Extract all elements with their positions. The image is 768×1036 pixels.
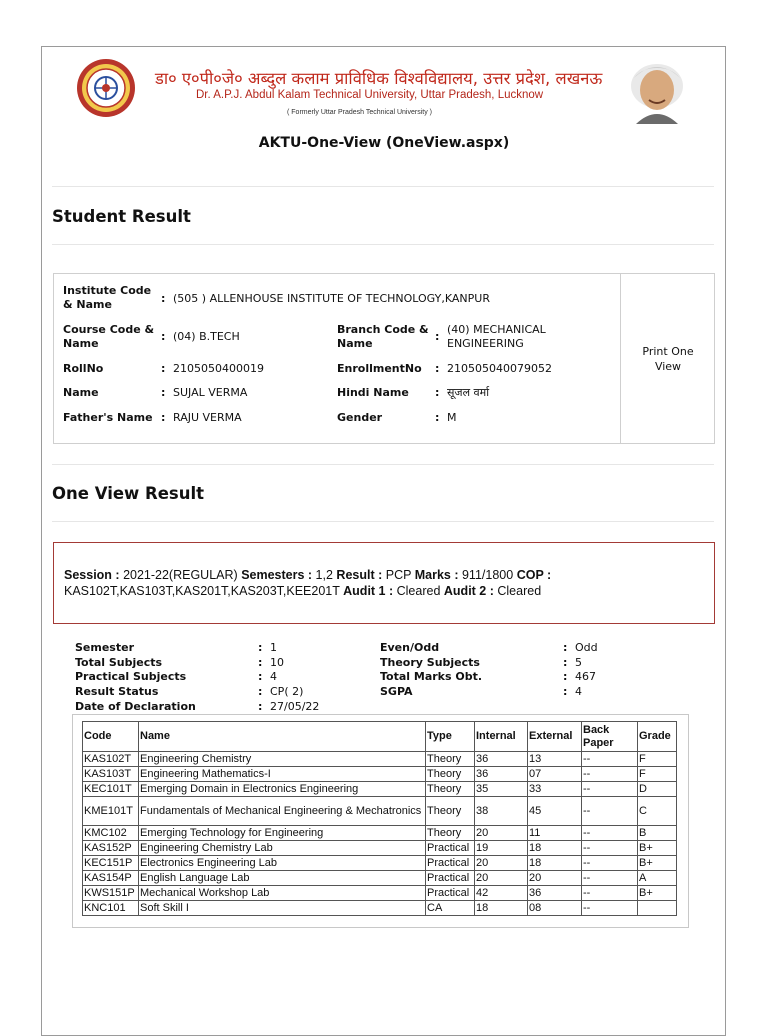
cell-back: -- <box>582 767 638 782</box>
portrait-image <box>622 56 692 124</box>
total-marks-label: Total Marks Obt. <box>380 670 483 683</box>
result-status-value: CP( 2) <box>270 685 304 698</box>
date-of-declaration-value: 27/05/22 <box>270 700 320 713</box>
colon: : <box>563 685 568 698</box>
cell-external: 08 <box>528 901 582 916</box>
cell-internal: 36 <box>475 767 528 782</box>
branch-label: Branch Code & Name <box>337 323 429 350</box>
cell-type: Theory <box>426 752 475 767</box>
cell-type: Theory <box>426 767 475 782</box>
cell-external: 45 <box>528 797 582 826</box>
branch-value: (40) MECHANICAL ENGINEERING <box>447 323 546 350</box>
theory-subjects-value: 5 <box>575 656 582 669</box>
institute-value: (505 ) ALLENHOUSE INSTITUTE OF TECHNOLOGY,KANPUR <box>173 292 490 305</box>
course-value: (04) B.TECH <box>173 330 240 343</box>
colon: : <box>258 656 263 669</box>
divider <box>52 521 714 522</box>
audit1-label: Audit 1 : <box>343 584 394 598</box>
table-row <box>83 856 677 871</box>
practical-subjects-value: 4 <box>270 670 277 683</box>
cell-external: 18 <box>528 841 582 856</box>
table-row <box>83 871 677 886</box>
colon: : <box>435 411 440 424</box>
session-value: 2021-22(REGULAR) <box>123 568 238 582</box>
table-header-row <box>83 722 677 752</box>
cell-grade: F <box>638 752 677 767</box>
cell-back: -- <box>582 886 638 901</box>
header-grade: Grade <box>638 722 677 752</box>
cell-code: KME101T <box>83 797 139 826</box>
divider <box>52 186 714 187</box>
gender-label: Gender <box>337 411 383 424</box>
cell-code: KAS154P <box>83 871 139 886</box>
cell-internal: 20 <box>475 826 528 841</box>
father-label: Father's Name <box>63 411 153 424</box>
cell-name: English Language Lab <box>139 871 426 886</box>
cell-grade: A <box>638 871 677 886</box>
colon: : <box>563 670 568 683</box>
father-value: RAJU VERMA <box>173 411 242 424</box>
table-row <box>83 826 677 841</box>
cell-internal: 38 <box>475 797 528 826</box>
cell-name: Emerging Domain in Electronics Engineering <box>139 782 426 797</box>
cell-grade: B <box>638 826 677 841</box>
cell-internal: 35 <box>475 782 528 797</box>
cell-code: KNC101 <box>83 901 139 916</box>
cell-name: Engineering Mathematics-I <box>139 767 426 782</box>
header-type: Type <box>426 722 475 752</box>
formerly-note: ( Formerly Uttar Pradesh Technical University ) <box>287 109 432 116</box>
colon: : <box>161 411 166 424</box>
cell-type: Practical <box>426 886 475 901</box>
cell-grade: B+ <box>638 856 677 871</box>
header-internal: Internal <box>475 722 528 752</box>
colon: : <box>161 386 166 399</box>
gender-value: M <box>447 411 457 424</box>
university-seal-logo <box>76 58 136 118</box>
semester-value: 1 <box>270 641 277 654</box>
cell-external: 33 <box>528 782 582 797</box>
colon: : <box>435 330 440 343</box>
colon: : <box>258 641 263 654</box>
cell-internal: 20 <box>475 856 528 871</box>
table-row <box>83 782 677 797</box>
name-label: Name <box>63 386 99 399</box>
result-value: PCP <box>385 568 412 582</box>
cell-back: -- <box>582 797 638 826</box>
cell-name: Fundamentals of Mechanical Engineering & Mechatronics <box>139 797 426 826</box>
cell-name: Engineering Chemistry Lab <box>139 841 426 856</box>
total-subjects-label: Total Subjects <box>75 656 163 669</box>
cell-name: Emerging Technology for Engineering <box>139 826 426 841</box>
cell-code: KWS151P <box>83 886 139 901</box>
cell-type: Theory <box>426 782 475 797</box>
semesters-label: Semesters : <box>241 568 313 582</box>
cell-name: Mechanical Workshop Lab <box>139 886 426 901</box>
cell-type: Practical <box>426 871 475 886</box>
result-summary-box <box>53 542 715 624</box>
cell-external: 36 <box>528 886 582 901</box>
cell-internal: 42 <box>475 886 528 901</box>
cop-label: COP : <box>516 568 552 582</box>
rollno-label: RollNo <box>63 362 104 375</box>
cell-grade: D <box>638 782 677 797</box>
student-result-heading: Student Result <box>52 207 191 226</box>
divider <box>620 273 621 444</box>
colon: : <box>435 362 440 375</box>
cell-external: 13 <box>528 752 582 767</box>
cell-type: CA <box>426 901 475 916</box>
university-english-title: Dr. A.P.J. Abdul Kalam Technical University, Uttar Pradesh, Lucknow <box>196 89 544 101</box>
enrollment-label: EnrollmentNo <box>337 362 422 375</box>
cell-name: Electronics Engineering Lab <box>139 856 426 871</box>
semesters-value: 1,2 <box>315 568 333 582</box>
cell-code: KAS102T <box>83 752 139 767</box>
cell-grade: C <box>638 797 677 826</box>
sgpa-value: 4 <box>575 685 582 698</box>
colon: : <box>563 641 568 654</box>
semester-label: Semester <box>75 641 134 654</box>
colon: : <box>258 670 263 683</box>
cell-back: -- <box>582 826 638 841</box>
course-label: Course Code & Name <box>63 323 155 350</box>
print-one-view-link[interactable]: Print One View <box>642 345 694 373</box>
divider <box>52 244 714 245</box>
header-code: Code <box>83 722 139 752</box>
hindi-name-value: सूजल वर्मा <box>447 386 490 399</box>
cell-back: -- <box>582 841 638 856</box>
even-odd-value: Odd <box>575 641 598 654</box>
cell-external: 07 <box>528 767 582 782</box>
theory-subjects-label: Theory Subjects <box>380 656 480 669</box>
colon: : <box>563 656 568 669</box>
table-row <box>83 767 677 782</box>
enrollment-value: 210505040079052 <box>447 362 552 375</box>
practical-subjects-label: Practical Subjects <box>75 670 187 683</box>
cell-external: 18 <box>528 856 582 871</box>
result-label: Result : <box>336 568 383 582</box>
cell-back: -- <box>582 856 638 871</box>
one-view-result-heading: One View Result <box>52 484 205 503</box>
cell-external: 20 <box>528 871 582 886</box>
cell-grade: B+ <box>638 841 677 856</box>
audit2-value: Cleared <box>497 584 542 598</box>
cell-name: Soft Skill I <box>139 901 426 916</box>
cell-type: Theory <box>426 826 475 841</box>
sgpa-label: SGPA <box>380 685 413 698</box>
colon: : <box>435 386 440 399</box>
marks-value: 911/1800 <box>461 568 514 582</box>
audit1-value: Cleared <box>396 584 441 598</box>
cell-internal: 36 <box>475 752 528 767</box>
cell-internal: 18 <box>475 901 528 916</box>
date-of-declaration-label: Date of Declaration <box>75 700 196 713</box>
table-row <box>83 901 677 916</box>
page-title: AKTU-One-View (OneView.aspx) <box>258 135 510 151</box>
colon: : <box>161 362 166 375</box>
cell-back: -- <box>582 871 638 886</box>
table-row <box>83 752 677 767</box>
result-status-label: Result Status <box>75 685 159 698</box>
colon: : <box>258 685 263 698</box>
university-hindi-title: डा० ए०पी०जे० अब्दुल कलाम प्राविधिक विश्वविद्यालय, उत्तर प्रदेश, लखनऊ <box>155 69 603 88</box>
hindi-name-label: Hindi Name <box>337 386 409 399</box>
cell-back: -- <box>582 782 638 797</box>
cell-type: Theory <box>426 797 475 826</box>
header-back-paper: Back Paper <box>582 722 638 752</box>
table-row <box>83 797 677 826</box>
colon: : <box>161 292 166 305</box>
cell-code: KAS103T <box>83 767 139 782</box>
cell-code: KEC101T <box>83 782 139 797</box>
audit2-label: Audit 2 : <box>443 584 494 598</box>
name-value: SUJAL VERMA <box>173 386 248 399</box>
cell-internal: 19 <box>475 841 528 856</box>
cell-back: -- <box>582 752 638 767</box>
institute-label: Institute Code & Name <box>63 284 152 311</box>
divider <box>52 464 714 465</box>
cell-type: Practical <box>426 841 475 856</box>
total-marks-value: 467 <box>575 670 596 683</box>
colon: : <box>161 330 166 343</box>
cell-code: KAS152P <box>83 841 139 856</box>
grade-table <box>82 721 677 916</box>
cell-grade <box>638 901 677 916</box>
colon: : <box>258 700 263 713</box>
cell-code: KMC102 <box>83 826 139 841</box>
header-external: External <box>528 722 582 752</box>
rollno-value: 2105050400019 <box>173 362 264 375</box>
even-odd-label: Even/Odd <box>380 641 440 654</box>
total-subjects-value: 10 <box>270 656 284 669</box>
cell-internal: 20 <box>475 871 528 886</box>
session-label: Session : <box>64 568 120 582</box>
cell-grade: B+ <box>638 886 677 901</box>
cell-external: 11 <box>528 826 582 841</box>
cell-type: Practical <box>426 856 475 871</box>
cell-code: KEC151P <box>83 856 139 871</box>
table-row <box>83 886 677 901</box>
cell-back: -- <box>582 901 638 916</box>
cell-name: Engineering Chemistry <box>139 752 426 767</box>
cop-value: KAS102T,KAS103T,KAS201T,KAS203T,KEE201T <box>64 584 340 598</box>
cell-grade: F <box>638 767 677 782</box>
header-name: Name <box>139 722 426 752</box>
marks-label: Marks : <box>414 568 459 582</box>
table-row <box>83 841 677 856</box>
